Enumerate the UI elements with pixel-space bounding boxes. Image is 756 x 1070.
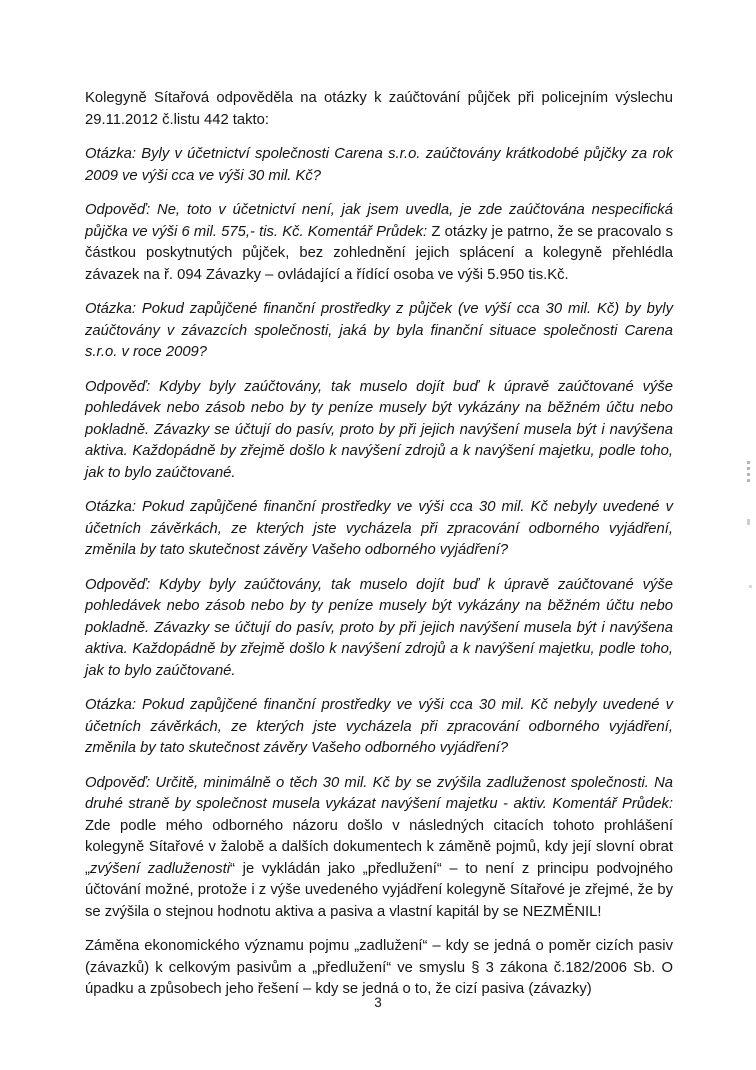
- paragraph-text-comment: Zde podle mého odborného názoru došlo v následných citacích tohoto prohlášení kolegyně Sítařové v žalobě a dalších dokumentech k záměně pojmů, kdy její slovní obrat „: [85, 817, 673, 877]
- question-1-paragraph: [85, 144, 673, 187]
- paragraph-text-italic: Odpověď: Ne, toto v účetnictví není, jak jsem uvedla, je zde zaúčtována nespecifická půjčka ve výši 6 mil. 575,- tis. Kč. Komentář Průdek:: [85, 202, 673, 240]
- paragraph-text: Záměna ekonomického významu pojmu „zadlužení“ – kdy se jedná o poměr cizích pasiv (závazků) k celkovým pasivům a „předlužení“ ve smyslu § 3 zákona č.182/2006 Sb. O úpadku a způsobech jeho řešení – kdy se jedná o to, že cizí pasiva (závazky): [85, 938, 673, 997]
- page-number: 3: [374, 995, 382, 1010]
- quoted-term-italic: zvýšení zadluženosti: [89, 860, 231, 877]
- paragraph-text: Otázka: Pokud zapůjčené finanční prostředky ve výši cca 30 mil. Kč nebyly uvedené v účetních závěrkách, ze kterých jste vycházela při zpracování odborného vyjádření, změnila by tato skutečnost závěry Vašeho odborného vyjádření?: [85, 697, 673, 756]
- paragraph-text: Odpověď: Kdyby byly zaúčtovány, tak muselo dojít buď k úpravě zaúčtované výše pohledávek nebo zásob nebo by ty peníze musely být vykázány na běžném účtu nebo pokladně. Závazky se účtují do pasív, proto by při jejich navýšení musela být i navýšena aktiva. Každopádně by zřejmě došlo k navýšení zdrojů a k navýšení majetku, podle toho, jak to bylo zaúčtované.: [85, 378, 673, 481]
- closing-paragraph: [85, 936, 673, 1001]
- answer-2-paragraph: [85, 377, 673, 485]
- answer-3-paragraph: [85, 575, 673, 683]
- document-body: [85, 88, 673, 1014]
- answer-4-paragraph: [85, 773, 673, 924]
- paragraph-text: Kolegyně Sítařová odpověděla na otázky k zaúčtování půjček při policejním výslechu 29.11.2012 č.listu 442 takto:: [85, 90, 673, 128]
- paragraph-text-comment-end: “ je vykládán jako „předlužení“ – to není z principu podvojného účtování možné, protože i z výše uvedeného vyjádření kolegyně Sítařové je zřejmé, že by se zvýšila o stejnou hodnotu aktiva a pasiva a vlastní kapitál by se NEZMĚNIL!: [85, 860, 673, 920]
- scan-artifact-speck: [747, 519, 750, 525]
- paragraph-text: Otázka: Pokud zapůjčené finanční prostředky z půjček (ve výší cca 30 mil. Kč) by byly zaúčtovány v závazcích společnosti, jaká by byla finanční situace společnosti Carena s.r.o. v roce 2009?: [85, 301, 673, 360]
- paragraph-text: Otázka: Pokud zapůjčené finanční prostředky ve výši cca 30 mil. Kč nebyly uvedené v účetních závěrkách, ze kterých jste vycházela při zpracování odborného vyjádření, změnila by tato skutečnost závěry Vašeho odborného vyjádření?: [85, 499, 673, 558]
- question-3-paragraph: [85, 497, 673, 562]
- answer-1-paragraph: [85, 200, 673, 286]
- question-2-paragraph: [85, 299, 673, 364]
- paragraph-text: Otázka: Byly v účetnictví společnosti Carena s.r.o. zaúčtovány krátkodobé půjčky za rok 2009 ve výši cca ve výši 30 mil. Kč?: [85, 146, 673, 184]
- scan-artifact-dash: [747, 461, 750, 483]
- scan-artifact-speck-small: [749, 585, 752, 588]
- paragraph-text-comment: Z otázky je patrno, že se pracovalo s částkou poskytnutých půjček, bez zohlednění jejich splácení a kolegyně přehlédla závazek na ř. 094 Závazky – ovládající a řídící osoba ve výši 5.950 tis.Kč.: [85, 223, 673, 283]
- question-4-paragraph: [85, 695, 673, 760]
- paragraph-text: Odpověď: Kdyby byly zaúčtovány, tak muselo dojít buď k úpravě zaúčtované výše pohledávek nebo zásob nebo by ty peníze musely být vykázány na běžném účtu nebo pokladně. Závazky se účtují do pasív, proto by při jejich navýšení musela být i navýšena aktiva. Každopádně by zřejmě došlo k navýšení zdrojů a k navýšení majetku, podle toho, jak to bylo zaúčtované.: [85, 576, 673, 679]
- paragraph-text-italic: Odpověď: Určitě, minimálně o těch 30 mil. Kč by se zvýšila zadluženost společnosti. Na druhé straně by společnost musela vykázat navýšení majetku - aktiv. Komentář Průdek:: [85, 774, 673, 812]
- intro-paragraph: [85, 88, 673, 131]
